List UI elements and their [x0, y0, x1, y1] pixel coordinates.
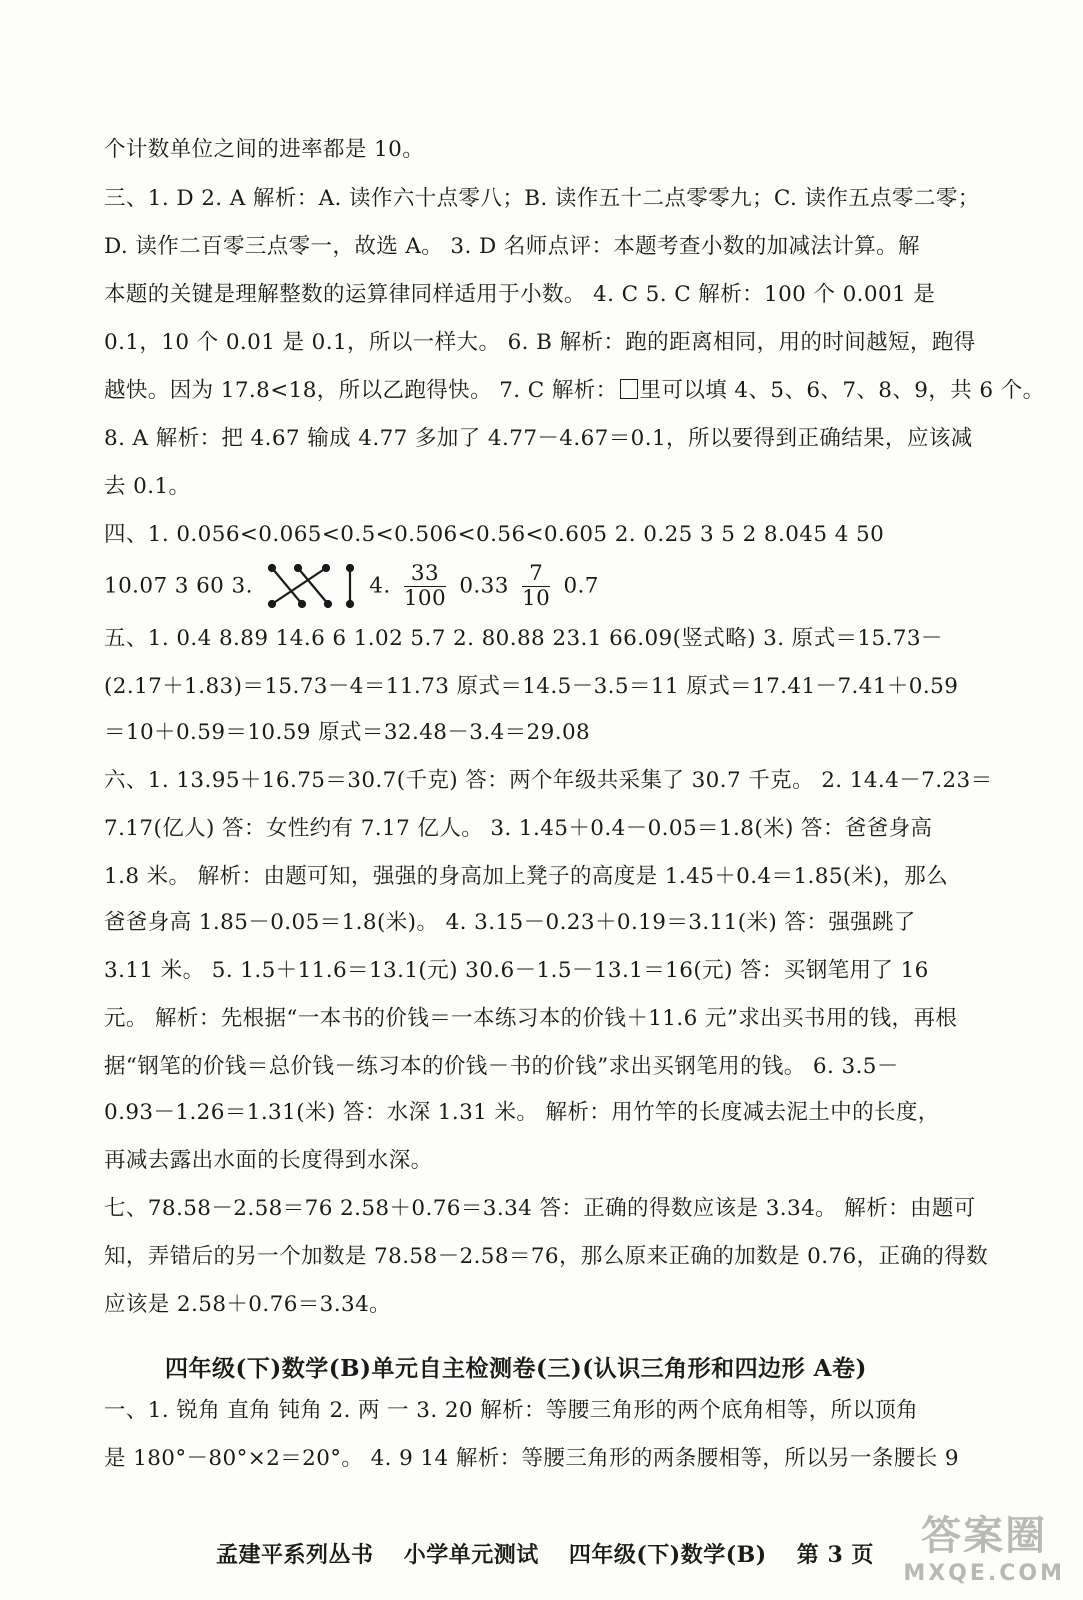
footer-grade: 四年级(下)数学(B) — [568, 1542, 767, 1568]
text-line: 应该是 2.58＋0.76＝3.34。 — [104, 1292, 392, 1317]
text-line: 四、1. 0.056<0.065<0.5<0.506<0.56<0.605 2. 0.25 3 5 2 8.045 4 50 — [104, 522, 885, 547]
text-line: 七、78.58－2.58＝76 2.58＋0.76＝3.34 答：正确的得数应该是 3.34。 解析：由题可 — [104, 1196, 976, 1221]
text-line-with-figure — [104, 562, 599, 611]
watermark-logo — [903, 1504, 1065, 1586]
text-line: 据“钢笔的价钱＝总价钱－练习本的价钱－书的价钱”求出买钢笔用的钱。 6. 3.5－ — [104, 1054, 899, 1079]
section-title: 四年级(下)数学(B)单元自主检测卷(三)(认识三角形和四边形 A卷) — [165, 1355, 867, 1382]
text-fragment: 10.07 3 60 3. — [104, 573, 253, 599]
text-fragment: 0.7 — [563, 573, 599, 599]
text-line: 0.93－1.26＝1.31(米) 答：水深 1.31 米。 解析：用竹竿的长度减去泥土中的长度， — [104, 1100, 940, 1125]
empty-box-icon — [620, 379, 638, 399]
fraction: $\frac{33}{100}$ — [403, 561, 447, 611]
text-line: 8. A 解析：把 4.67 输成 4.77 多加了 4.77－4.67＝0.1，所以要得到正确结果，应该减 — [104, 426, 973, 451]
text-line: 六、1. 13.95＋16.75＝30.7(千克) 答：两个年级共采集了 30.7 千克。 2. 14.4－7.23＝ — [104, 768, 993, 793]
text-line: 五、1. 0.4 8.89 14.6 6 1.02 5.7 2. 80.88 23.1 66.09(竖式略) 3. 原式＝15.73－ — [104, 626, 943, 651]
footer-book: 小学单元测试 — [403, 1542, 539, 1568]
text-line: ＝10＋0.59＝10.59 原式＝32.48－3.4＝29.08 — [104, 720, 591, 745]
text-fragment: 0.33 — [459, 573, 509, 599]
text-line: (2.17＋1.83)＝15.73－4＝11.73 原式＝14.5－3.5＝11 原式＝17.41－7.41＋0.59 — [104, 674, 959, 699]
text-line: 7.17(亿人) 答：女性约有 7.17 亿人。 3. 1.45＋0.4－0.05＝1.8(米) 答：爸爸身高 — [104, 816, 933, 841]
fraction: $\frac{7}{10}$ — [522, 561, 551, 611]
text-line: 三、1. D 2. A 解析：A. 读作六十点零八；B. 读作五十二点零零九；C. 读作五点零二零； — [104, 186, 980, 211]
text-line: 本题的关键是理解整数的运算律同样适用于小数。 4. C 5. C 解析：100 个 0.001 是 — [104, 282, 936, 307]
text-line: 0.1，10 个 0.01 是 0.1，所以一样大。 6. B 解析：跑的距离相同，用的时间越短，跑得 — [104, 330, 976, 355]
text-fragment: 里可以填 4、5、6、7、8、9，共 6 个。 — [639, 378, 1045, 403]
text-fragment: 4. — [369, 573, 391, 599]
text-line: D. 读作二百零三点零一，故选 A。 3. D 名师点评：本题考查小数的加减法计算。解 — [104, 234, 920, 259]
watermark-url: MXQE.COM — [903, 1561, 1065, 1586]
text-line: 爸爸身高 1.85－0.05＝1.8(米)。 4. 3.15－0.23＋0.19＝3.11(米) 答：强强跳了 — [104, 910, 916, 935]
text-line-with-box — [104, 376, 1045, 406]
text-line: 再减去露出水面的长度得到水深。 — [104, 1148, 433, 1173]
text-line: 是 180°－80°×2＝20°。 4. 9 14 解析：等腰三角形的两条腰相等，所以另一条腰长 9 — [104, 1446, 959, 1471]
watermark-text: 答案圈 — [921, 1513, 1048, 1559]
matching-lines-icon — [266, 564, 356, 610]
text-fragment: 越快。因为 17.8<18，所以乙跑得快。 7. C 解析： — [104, 378, 618, 403]
text-line: 一、1. 锐角 直角 钝角 2. 两 一 3. 20 解析：等腰三角形的两个底角相等，所以顶角 — [104, 1398, 919, 1423]
text-line: 去 0.1。 — [104, 474, 191, 499]
text-line: 3.11 米。 5. 1.5＋11.6＝13.1(元) 30.6－1.5－13.1＝16(元) 答：买钢笔用了 16 — [104, 958, 929, 983]
page-footer — [216, 1538, 896, 1569]
footer-page-number: 第 3 页 — [796, 1542, 874, 1568]
text-line: 知，弄错后的另一个加数是 78.58－2.58＝76，那么原来正确的加数是 0.76，正确的得数 — [104, 1244, 989, 1269]
text-line: 元。 解析：先根据“一本书的价钱＝一本练习本的价钱＋11.6 元”求出买书用的钱，再根 — [104, 1006, 958, 1031]
footer-series: 孟建平系列丛书 — [216, 1542, 374, 1568]
text-line: 1.8 米。 解析：由题可知，强强的身高加上凳子的高度是 1.45＋0.4＝1.85(米)，那么 — [104, 864, 949, 889]
text-line: 个计数单位之间的进率都是 10。 — [104, 137, 425, 162]
